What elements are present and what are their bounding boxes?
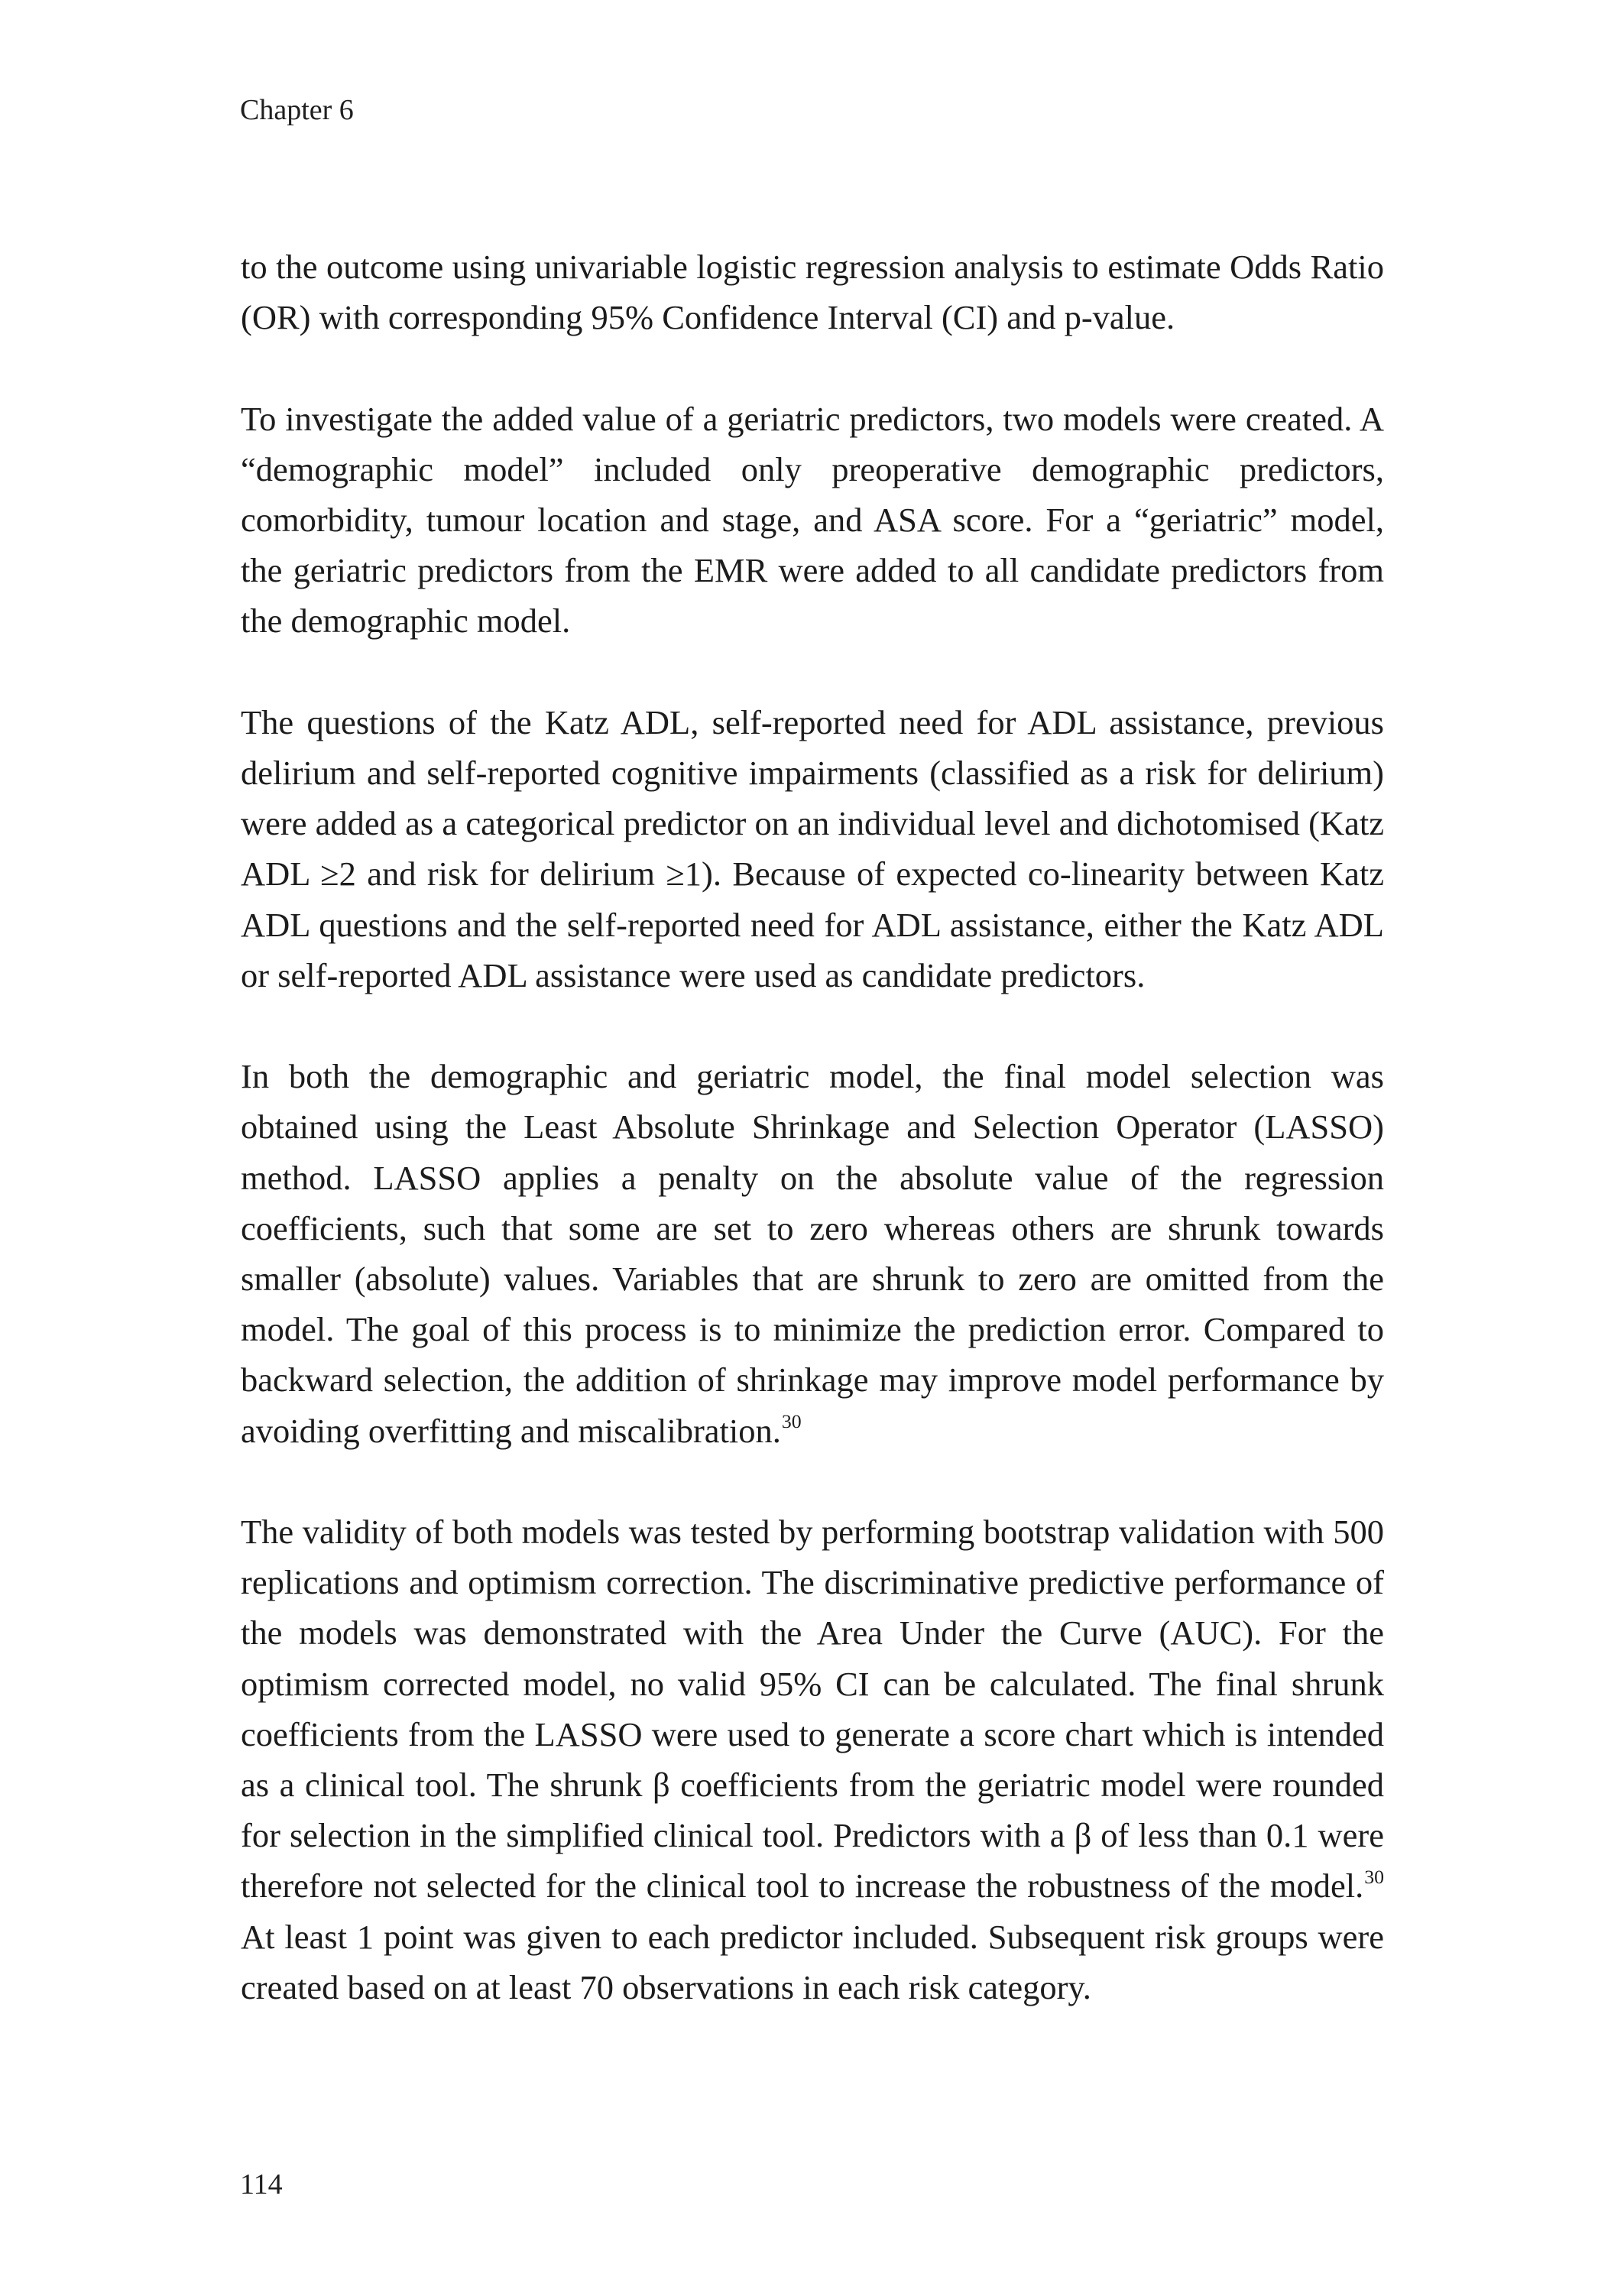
paragraph-text: The questions of the Katz ADL, self-reported need for ADL assistance, previous delirium and self-reported cognitive impairments (classified as a risk for delirium) were added as a categorical predictor on an individual level and dichotomised (Katz ADL ≥2 and risk for delirium ≥1). Because of expected co-linearity between Katz ADL questions and the self-reported need for ADL assistance, either the Katz ADL or self-reported ADL assistance were used as candidate predictors. [241,702,1384,994]
paragraph-text-continued: At least 1 point was given to each predictor included. Subsequent risk groups were created based on at least 70 observations in each risk category. [241,1917,1384,2006]
page-number: 114 [240,2168,283,2201]
paragraph-text: In both the demographic and geriatric model, the final model selection was obtained using the Least Absolute Shrinkage and Selection Operator (LASSO) method. LASSO applies a penalty on the absolute value of the regression coefficients, such that some are set to zero whereas others are shrunk towards smaller (absolute) values. Variables that are shrunk to zero are omitted from the model. The goal of this process is to minimize the prediction error. Compared to backward selection, the addition of shrinkage may improve model performance by avoiding overfitting and miscalibration. [241,1057,1384,1450]
paragraph-univariable-analysis [241,242,1384,342]
body-text [241,242,1384,2012]
reference-superscript: 30 [1364,1865,1384,1888]
paragraph-models-created [241,394,1384,647]
running-head-chapter: Chapter 6 [240,94,354,126]
paragraph-text: to the outcome using univariable logistic regression analysis to estimate Odds Ratio (OR) with corresponding 95% Confidence Interval (CI) and p-value. [241,248,1384,337]
paragraph-bootstrap-validation [241,1507,1384,2012]
paragraph-lasso-method [241,1051,1384,1456]
paragraph-text: To investigate the added value of a geriatric predictors, two models were created. A “demographic model” included only preoperative demographic predictors, comorbidity, tumour location and stage, and ASA score. For a “geriatric” model, the geriatric predictors from the EMR were added to all candidate predictors from the demographic model. [241,399,1384,641]
reference-superscript: 30 [781,1410,802,1433]
paragraph-katz-adl [241,697,1384,1001]
paragraph-text: The validity of both models was tested by performing bootstrap validation with 500 replications and optimism correction. The discriminative predictive performance of the models was demonstrated with the Area Under the Curve (AUC). For the optimism corrected model, no valid 95% CI can be calculated. The final shrunk coefficients from the LASSO were used to generate a score chart which is intended as a clinical tool. The shrunk β coefficients from the geriatric model were rounded for selection in the simplified clinical tool. Predictors with a β of less than 0.1 were therefore not selected for the clinical tool to increase the robustness of the model. [241,1513,1384,1905]
